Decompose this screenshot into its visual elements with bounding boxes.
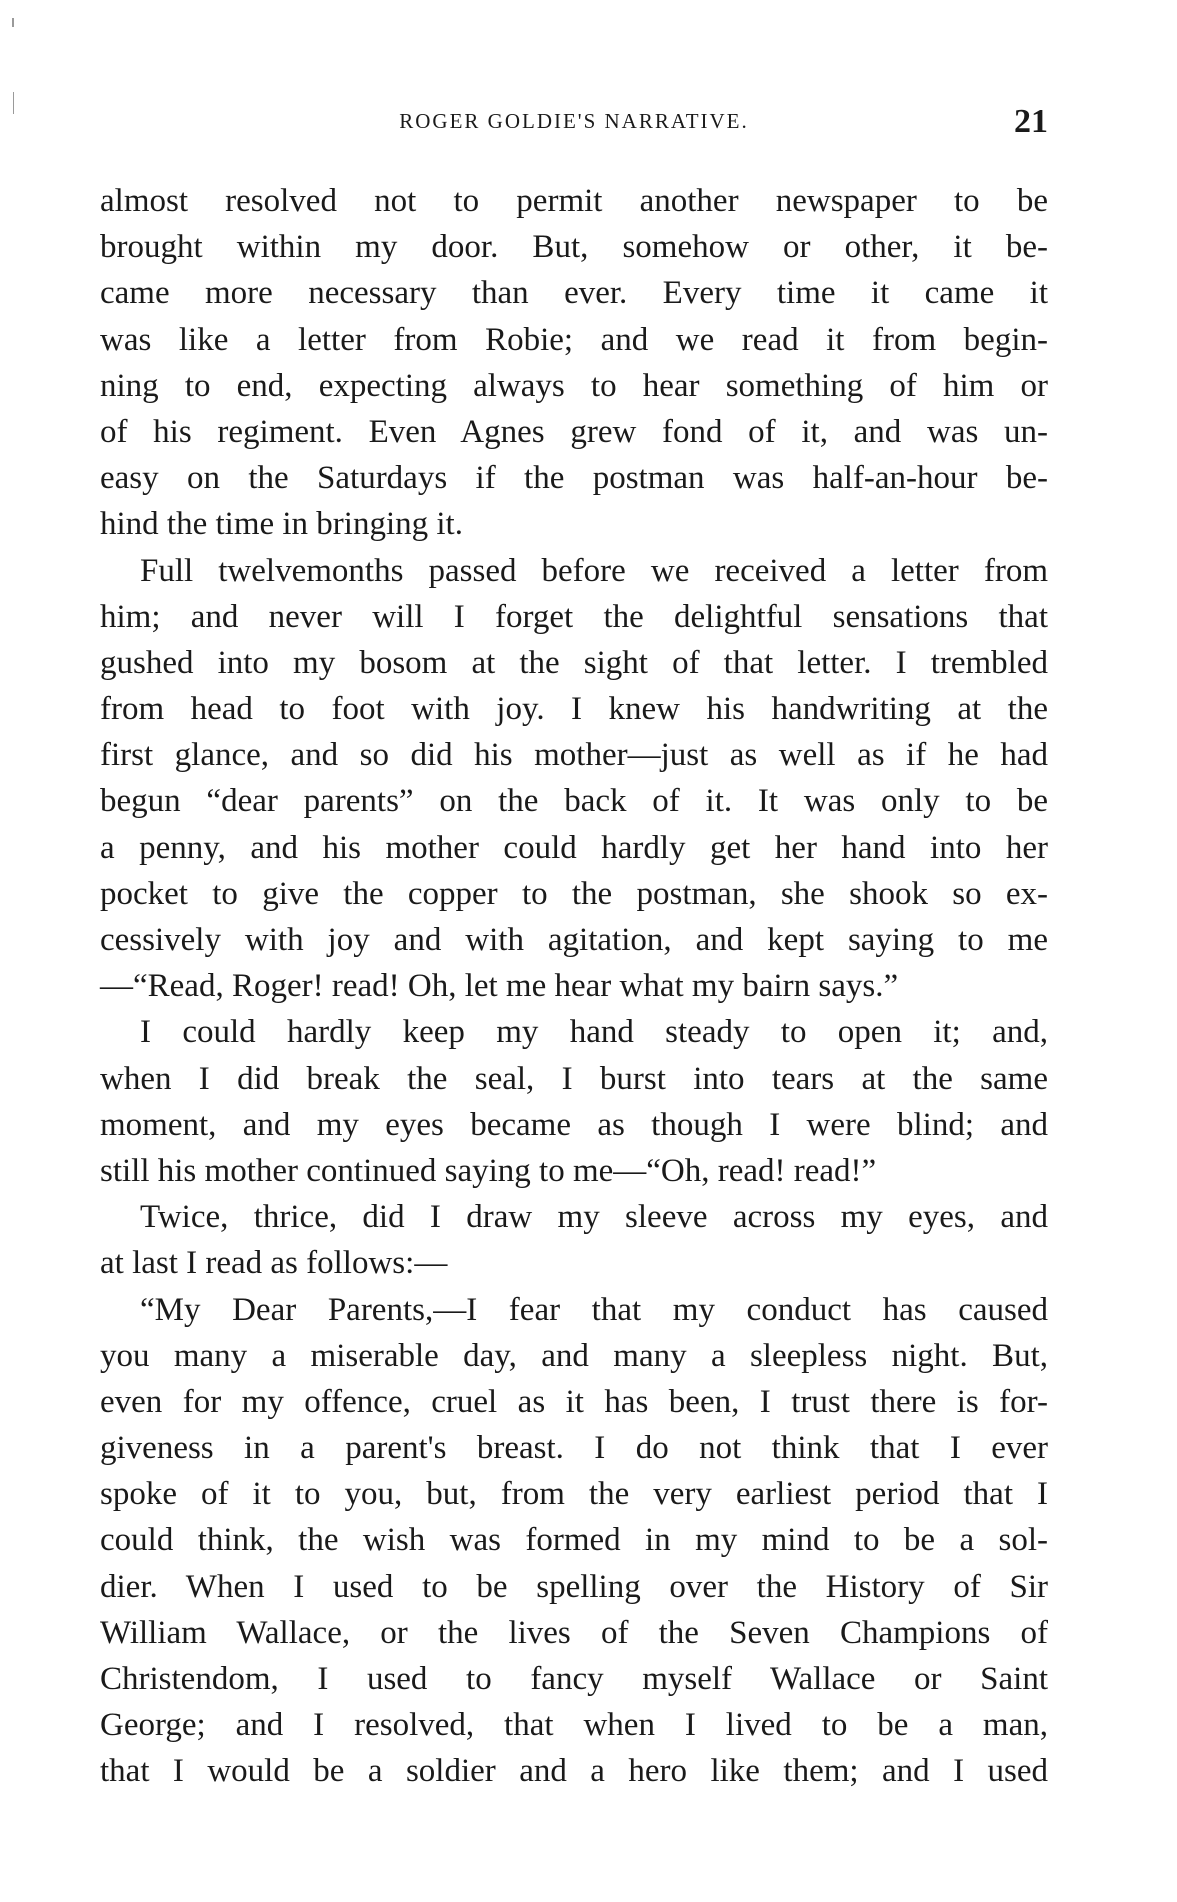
text-line: could think, the wish was formed in my mind to be a sol- [100,1522,1048,1559]
text-line: cessively with joy and with agitation, and kept saying to me [100,922,1048,958]
text-line: Twice, thrice, did I draw my sleeve across my eyes, and [140,1199,1048,1236]
text-line: begun “dear parents” on the back of it. It was only to be [100,783,1048,820]
text-line: ning to end, expecting always to hear something of him or [100,367,1048,404]
text-line: moment, and my eyes became as though I were blind; and [100,1106,1048,1143]
margin-speck [13,92,14,114]
text-line: Christendom, I used to fancy myself Wallace or Saint [100,1661,1048,1697]
page-number: 21 [1014,103,1048,140]
text-line: when I did break the seal, I burst into tears at the same [100,1060,1048,1097]
text-line: giveness in a parent's breast. I do not think that I ever [100,1430,1048,1467]
text-line: almost resolved not to permit another newspaper to be [100,183,1048,219]
text-line: a penny, and his mother could hardly get her hand into her [100,829,1048,866]
text-line: Full twelvemonths passed before we received a letter from [140,552,1048,589]
text-line: you many a miserable day, and many a sleepless night. But, [100,1337,1048,1374]
text-line: brought within my door. But, somehow or other, it be- [100,229,1048,266]
text-line: easy on the Saturdays if the postman was half-an-hour be- [100,460,1048,497]
text-line: hind the time in bringing it. [100,506,463,543]
text-line: from head to foot with joy. I knew his handwriting at the [100,691,1048,728]
text-line: came more necessary than ever. Every time it came it [100,275,1048,312]
text-line: that I would be a soldier and a hero like them; and I used [100,1753,1048,1790]
text-line: at last I read as follows:— [100,1245,448,1282]
text-line: gushed into my bosom at the sight of that letter. I trembled [100,644,1048,681]
text-line: was like a letter from Robie; and we read it from begin- [100,321,1048,358]
text-line: even for my offence, cruel as it has been, I trust there is for- [100,1383,1048,1420]
text-line: him; and never will I forget the delightful sensations that [100,598,1048,635]
text-line: of his regiment. Even Agnes grew fond of it, and was un- [100,413,1048,450]
text-line: I could hardly keep my hand steady to open it; and, [140,1014,1048,1051]
text-line: “My Dear Parents,—I fear that my conduct has caused [140,1291,1048,1328]
margin-speck [12,18,14,27]
body-text [100,178,1048,1795]
text-line: still his mother continued saying to me—“Oh, read! read!” [100,1152,877,1189]
text-line: spoke of it to you, but, from the very earliest period that I [100,1476,1048,1513]
text-line: William Wallace, or the lives of the Seven Champions of [100,1614,1048,1651]
text-line: dier. When I used to be spelling over the History of Sir [100,1568,1048,1605]
running-title: ROGER GOLDIE'S NARRATIVE. [399,109,749,133]
running-head [100,103,1048,143]
text-line: George; and I resolved, that when I lived to be a man, [100,1707,1048,1744]
text-line: pocket to give the copper to the postman, she shook so ex- [100,875,1048,912]
text-line: —“Read, Roger! read! Oh, let me hear what my bairn says.” [100,968,899,1005]
text-line: first glance, and so did his mother—just as well as if he had [100,737,1048,774]
